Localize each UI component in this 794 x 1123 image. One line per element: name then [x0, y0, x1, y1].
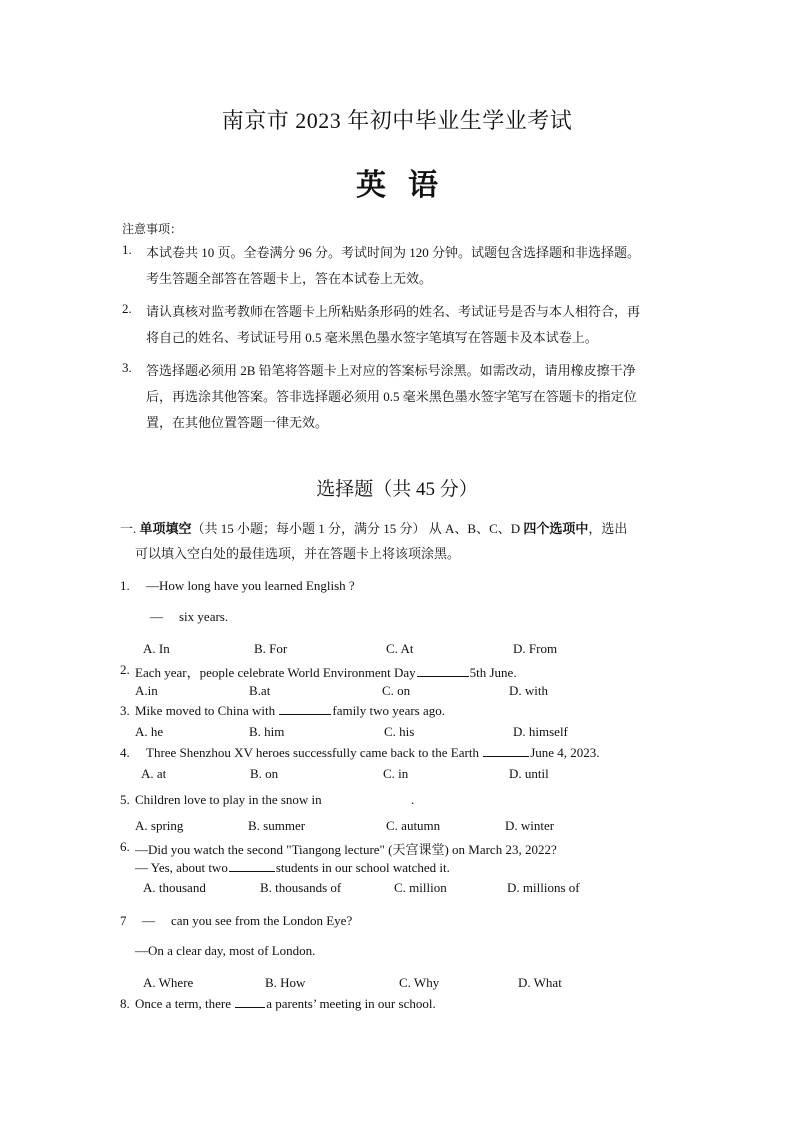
- stem-part: a parents’ meeting in our school.: [266, 996, 436, 1011]
- question-stem: —Did you watch the second "Tiangong lecture" (天宫课堂) on March 23, 2022?: [135, 842, 557, 857]
- stem-part: Three Shenzhou XV heroes successfully came back to the Earth: [146, 745, 483, 760]
- option-d: D. What: [518, 975, 562, 990]
- option-a: A. In: [143, 641, 170, 656]
- section-title: 选择题（共 45 分）: [316, 479, 478, 500]
- option-c: C. million: [394, 880, 447, 895]
- stem-part: Each year，people celebrate World Environment Day: [135, 665, 416, 680]
- question-answer-line: six years.: [179, 609, 229, 624]
- option-b: B. on: [250, 766, 279, 781]
- stem-part: Once a term, there: [135, 996, 235, 1011]
- notes-heading: 注意事项：: [122, 222, 183, 236]
- stem-part: Mike moved to China with: [135, 703, 279, 718]
- question-stem: [135, 996, 436, 1012]
- answer-blank: [279, 713, 331, 715]
- question-stem: —How long have you learned English ?: [146, 578, 355, 593]
- stem-part: family two years ago.: [332, 703, 445, 718]
- note-number: 2.: [122, 301, 132, 316]
- note-number: 3.: [122, 360, 132, 375]
- answer-blank: [235, 1006, 265, 1008]
- stem-part: 5th June.: [469, 665, 517, 680]
- part-label: 单项填空: [139, 521, 192, 536]
- question-stem: [146, 745, 600, 761]
- answer-blank: [229, 870, 275, 872]
- option-c: C. in: [383, 766, 409, 781]
- part-instruction: [120, 518, 627, 537]
- question-stem-line2: [135, 860, 450, 876]
- question-number: 6.: [120, 839, 130, 854]
- part-emphasis: 四个选项中: [523, 521, 589, 536]
- part-desc-end: ，选出: [588, 521, 628, 536]
- note-line: 将自己的姓名、考试证号用 0.5 毫米黑色墨水签字笔填写在答题卡及本试卷上。: [146, 330, 598, 345]
- option-c: C. At: [386, 641, 414, 656]
- question-stem: can you see from the London Eye?: [171, 913, 353, 928]
- option-a: A. spring: [135, 818, 184, 833]
- question-dash: —: [142, 913, 155, 928]
- question-number: 5.: [120, 792, 130, 807]
- option-c: C. on: [382, 683, 411, 698]
- option-b: B. summer: [248, 818, 306, 833]
- subject-title: 英语: [356, 169, 460, 202]
- question-stem: [135, 703, 445, 719]
- option-d: D. with: [509, 683, 548, 698]
- option-c: C. his: [384, 724, 415, 739]
- note-number: 1.: [122, 242, 132, 257]
- option-d: D. millions of: [507, 880, 580, 895]
- option-a: A.in: [135, 683, 158, 698]
- option-b: B. thousands of: [260, 880, 342, 895]
- question-number: 2.: [120, 662, 130, 677]
- stem-part: June 4, 2023.: [530, 745, 600, 760]
- option-a: A. at: [141, 766, 167, 781]
- part-instruction-line2: 可以填入空白处的最佳选项，并在答题卡上将该项涂黑。: [135, 546, 461, 561]
- note-line: 答选择题必须用 2B 铅笔将答题卡上对应的答案标号涂黑。如需改动，请用橡皮擦干净: [146, 363, 636, 378]
- question-number: 1.: [120, 578, 130, 593]
- question-number: 3.: [120, 703, 130, 718]
- note-line: 置，在其他位置答题一律无效。: [146, 415, 329, 430]
- option-b: B.at: [249, 683, 271, 698]
- exam-title: 南京市 2023 年初中毕业生学业考试: [221, 108, 573, 133]
- note-line: 本试卷共 10 页。全卷满分 96 分。考试时间为 120 分钟。试题包含选择题和非选择题。: [146, 245, 641, 260]
- option-d: D. winter: [505, 818, 555, 833]
- option-d: D. until: [509, 766, 549, 781]
- question-stem-a: Children love to play in the snow in: [135, 792, 322, 807]
- option-a: A. he: [135, 724, 164, 739]
- option-b: B. For: [254, 641, 288, 656]
- option-b: B. How: [265, 975, 306, 990]
- note-line: 后，再选涂其他答案。答非选择题必须用 0.5 毫米黑色墨水签字笔写在答题卡的指定位: [146, 389, 637, 404]
- option-a: A. Where: [143, 975, 194, 990]
- question-stem-end: .: [411, 792, 415, 807]
- answer-blank: [483, 755, 529, 757]
- question-dash: —: [150, 609, 163, 624]
- part-prefix: 一.: [120, 521, 140, 536]
- stem-part: — Yes, about two: [135, 860, 228, 875]
- option-c: C. Why: [399, 975, 440, 990]
- option-c: C. autumn: [386, 818, 441, 833]
- option-d: D. himself: [513, 724, 568, 739]
- option-a: A. thousand: [143, 880, 206, 895]
- option-d: D. From: [513, 641, 558, 656]
- question-number: 4.: [120, 745, 130, 760]
- question-answer-line: —On a clear day, most of London.: [135, 943, 316, 958]
- stem-part: students in our school watched it.: [275, 860, 450, 875]
- answer-blank: [417, 675, 469, 677]
- question-stem: [135, 662, 517, 681]
- note-line: 请认真核对监考教师在答题卡上所粘贴条形码的姓名、考试证号是否与本人相符合，再: [146, 304, 641, 319]
- question-number: 7: [120, 913, 127, 928]
- part-desc: （共 15 小题；每小题 1 分，满分 15 分） 从 A、B、C、D: [191, 521, 524, 536]
- note-line: 考生答题全部答在答题卡上，答在本试卷上无效。: [146, 271, 433, 286]
- question-number: 8.: [120, 996, 130, 1011]
- option-b: B. him: [249, 724, 285, 739]
